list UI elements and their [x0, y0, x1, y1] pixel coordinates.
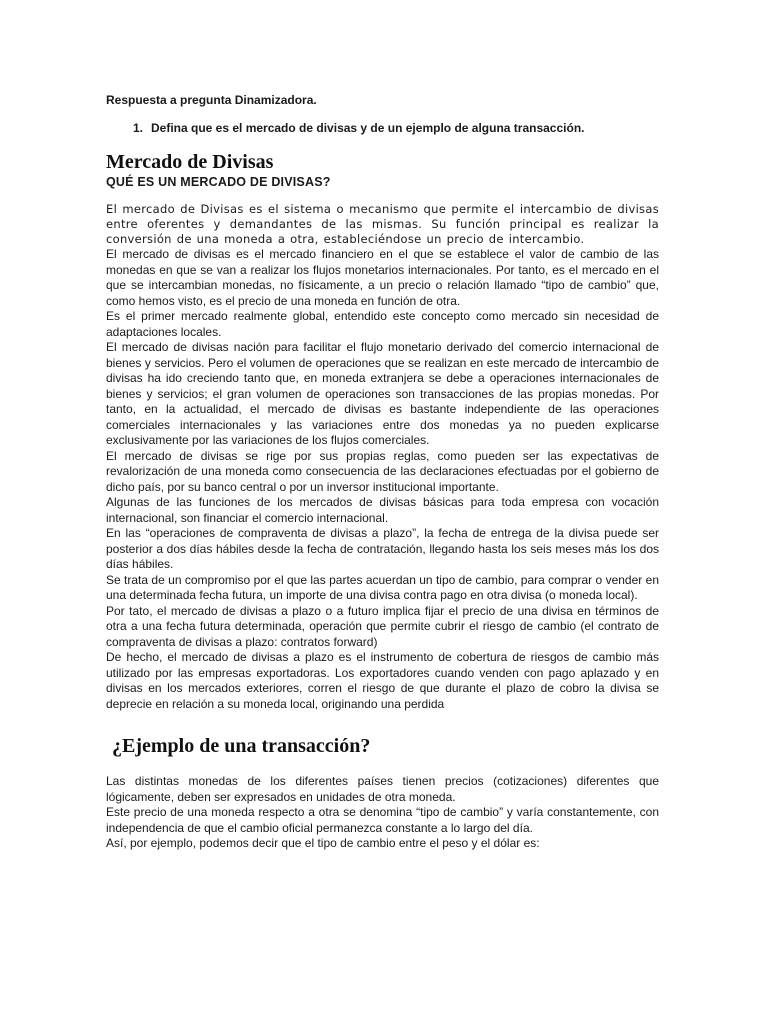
question-item [133, 121, 659, 135]
paragraph: Se trata de un compromiso por el que las partes acuerdan un tipo de cambio, para comprar o vender en una determinada fecha futura, un importe de una divisa contra pago en otra divisa (o moneda local). [106, 572, 659, 602]
paragraph: Así, por ejemplo, podemos decir que el tipo de cambio entre el peso y el dólar es: [106, 836, 540, 850]
section2-title: ¿Ejemplo de una transacción? [112, 735, 371, 757]
paragraph: Por tato, el mercado de divisas a plazo o a futuro implica fijar el precio de una divisa en términos de otra a una fecha futura determinada, operación que permite cubrir el riesgo de cambio (el contrato de compraventa de divisas a plazo: contratos forward) [106, 603, 659, 649]
paragraph: El mercado de divisas es el mercado financiero en el que se establece el valor de cambio de las monedas en que se van a realizar los flujos monetarios internacionales. Por tanto, es el mercado en el que se intercambian monedas, no físicamente, a un precio o relación llamado “tipo de cambio” que, como hemos visto, es el precio de una moneda en función de otra. [106, 247, 659, 308]
paragraph: Es el primer mercado realmente global, entendido este concepto como mercado sin necesidad de adaptaciones locales. [106, 309, 659, 339]
paragraph: El mercado de divisas se rige por sus propias reglas, como pueden ser las expectativas de revalorización de una moneda como consecuencia de las declaraciones efectuadas por el gobierno de dicho país, por su banco central o por un inversor institucional importante. [106, 448, 659, 494]
paragraph: En las “operaciones de compraventa de divisas a plazo”, la fecha de entrega de la divisa puede ser posterior a dos días hábiles desde la fecha de contratación, llegando hasta los seis meses más los dos días hábiles. [106, 526, 659, 571]
section1-subtitle: QUÉ ES UN MERCADO DE DIVISAS? [106, 175, 331, 189]
paragraph: Este precio de una moneda respecto a otra se denomina “tipo de cambio” y varía constantemente, con independencia de que el cambio oficial permanezca constante a lo largo del día. [106, 805, 659, 835]
paragraph: De hecho, el mercado de divisas a plazo es el instrumento de cobertura de riesgos de cambio más utilizado por las empresas exportadoras. Los exportadores cuando venden con pago aplazado y en divisas en los mercados exteriores, corren el riesgo de que durante el plazo de cobro la divisa se deprecie en relación a su moneda local, originando una perdida [106, 650, 659, 711]
question-text: Defina que es el mercado de divisas y de un ejemplo de alguna transacción. [151, 121, 585, 135]
paragraph: Algunas de las funciones de los mercados de divisas básicas para toda empresa con vocación internacional, son financiar el comercio internacional. [106, 495, 659, 525]
paragraph: Las distintas monedas de los diferentes países tienen precios (cotizaciones) diferentes que lógicamente, deben ser expresados en unidades de otra moneda. [106, 774, 659, 804]
question-number: 1. [133, 121, 144, 135]
intro-line: Respuesta a pregunta Dinamizadora. [106, 93, 317, 107]
document-page [106, 93, 659, 852]
paragraph: El mercado de divisas nación para facilitar el flujo monetario derivado del comercio internacional de bienes y servicios. Pero el volumen de operaciones que se realizan en este mercado de intercambio de divisas ha ido creciendo tanto que, en moneda extranjera se debe a operaciones internacionales de bienes y servicios; el gran volumen de operaciones son transacciones de las propias monedas. Por tanto, en la actualidad, el mercado de divisas es bastante independiente de las operaciones comerciales internacionales y las variaciones entre dos monedas ya no pueden explicarse exclusivamente por las variaciones de los flujos comerciales. [106, 340, 659, 447]
section1-lead: El mercado de Divisas es el sistema o mecanismo que permite el intercambio de divisas entre oferentes y demandantes de las mismas. Su función principal es realizar la conversión de una moneda a otra, estableciéndose un precio de intercambio. [106, 202, 659, 246]
section1-title: Mercado de Divisas [106, 151, 274, 173]
